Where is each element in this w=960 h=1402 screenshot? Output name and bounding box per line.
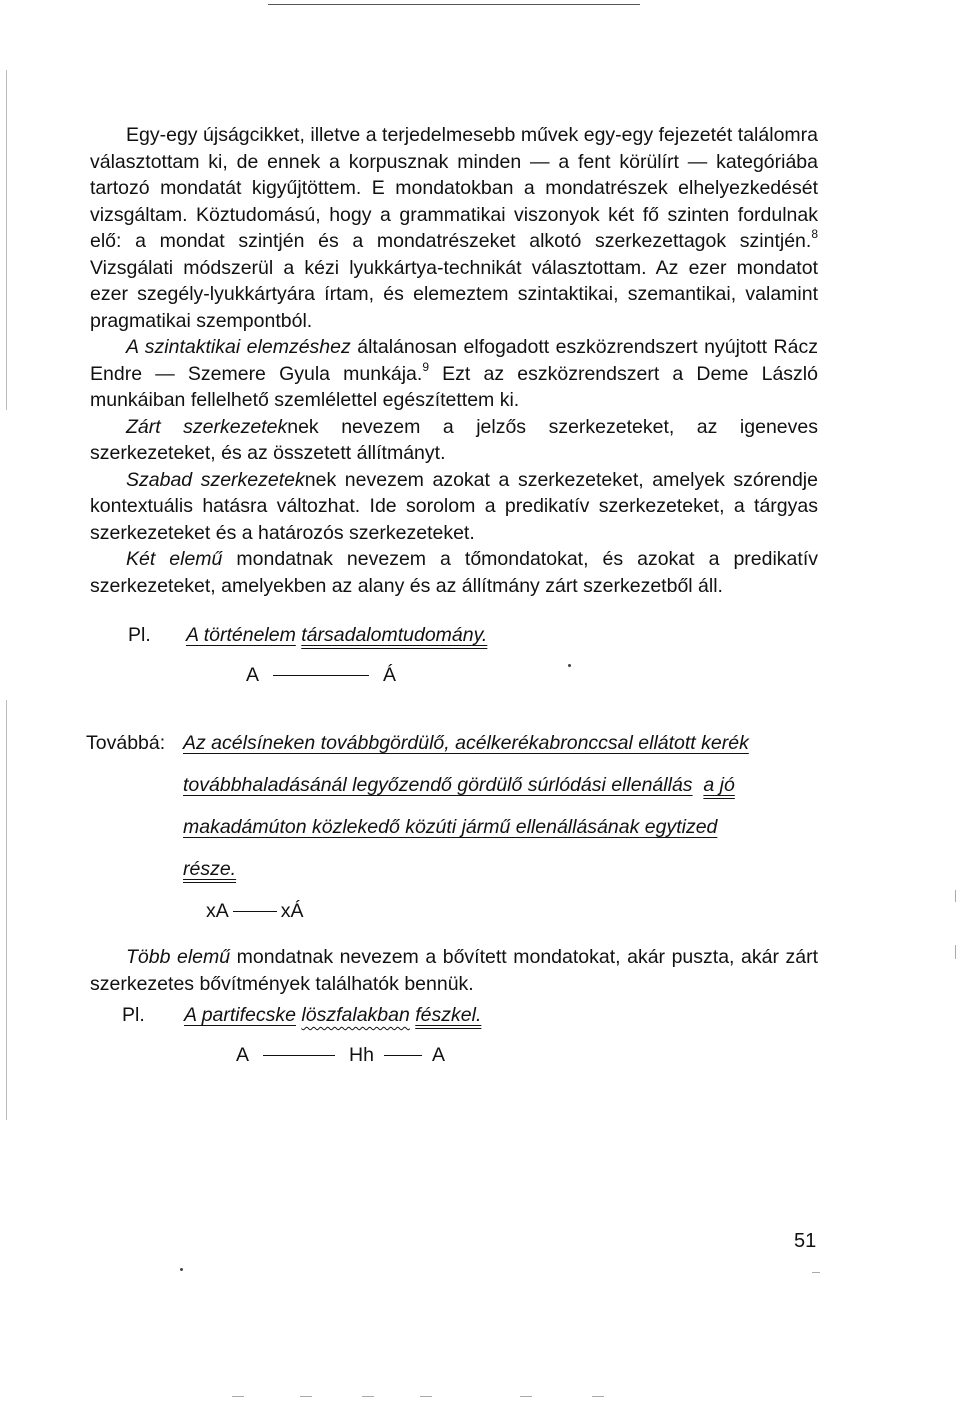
paragraph-2-text: általánosan elfogadott eszközrendszert nyújtott Rácz Endre — Szemere Gyula munkája.: [90, 336, 818, 385]
example-2-line-4: [183, 856, 236, 882]
paragraph-5: [90, 546, 818, 599]
paragraph-4-text: nek nevezem azokat a szerkezeteket, amelyek szórendje kontextuális hatásra változhat. Ide sorolom a predikatív szerkezeteket, a tárgyas szerkezeteket és a határozós szerkezeteket.: [90, 468, 818, 544]
paragraph-4: [90, 467, 818, 547]
example-3: [122, 1002, 481, 1028]
bottom-mark: [232, 1396, 244, 1397]
paragraph-6-emphasis: Több elemű: [126, 946, 231, 968]
example-2-line-3: [183, 814, 717, 840]
paragraph-2-emphasis: A szintaktikai elemzéshez: [126, 336, 351, 358]
example-1-label: Pl.: [128, 624, 151, 646]
paragraph-3-text: nek nevezem a jelzős szerkezeteket, az igeneves szerkezeteket, és az összetett állítmányt.: [90, 415, 818, 464]
example-1-predicate: társadalomtudomány.: [301, 624, 488, 646]
speck: [180, 1268, 183, 1271]
example-3-label: Pl.: [122, 1004, 145, 1026]
example-2-text-4: része.: [183, 858, 237, 880]
paragraph-6-block: [90, 944, 818, 997]
paragraph-2-text-b: Ezt az eszközrendszert a Deme László munkáiban fellelhető szemlélettel egészítettem ki.: [90, 362, 818, 411]
paragraph-1: [90, 122, 818, 334]
paragraph-3: [90, 414, 818, 467]
example-2-schema-left: xA: [206, 900, 229, 922]
schema-line: [263, 1055, 335, 1056]
example-2-schema: [206, 898, 304, 924]
speck: [568, 664, 571, 667]
bottom-mark: [520, 1396, 532, 1397]
paragraph-6: [90, 944, 818, 997]
example-3-schema-middle: Hh: [349, 1044, 374, 1066]
paragraph-4-emphasis: Szabad szerkezetek: [126, 468, 305, 491]
paragraph-2: [90, 334, 818, 414]
page-number: 51: [794, 1230, 817, 1252]
example-2-text-2: továbbhaladásánál legyőzendő gördülő súrlódási ellenállás: [183, 774, 693, 796]
example-1-subject: A történelem: [186, 624, 296, 646]
margin-mark: [955, 890, 956, 902]
bottom-mark: [420, 1396, 432, 1397]
example-2-text-1: Az acélsíneken továbbgördülő, acélkerékabronccsal ellátott kerék: [183, 732, 749, 754]
example-2-line-2: [183, 772, 735, 798]
example-2-text-2b: a jó: [703, 774, 735, 796]
paragraph-1-text-b: Vizsgálati módszerül a kézi lyukkártya-technikát választottam. Az ezer mondatot ezer szegély-lyukkártyára írtam, és elemeztem szintaktikai, szemantikai, valamint pragmatikai szempontból.: [90, 256, 818, 332]
paragraph-1-text: Egy-egy újságcikket, illetve a terjedelmesebb művek egy-egy fejezetét találomra választottam ki, de ennek a korpusznak minden — a fent körülírt — kategóriába tartozó mondatát kigyűjtöttem. E mondatokban a mondatrészek elhelyezkedését vizsgáltam. Köztudomású, hogy a grammatikai viszonyok két fő szinten fordulnak elő: a mondat szintjén és a mondatrészeket alkotó szerkezettagok szintjén.: [90, 124, 818, 252]
example-1-schema-left: A: [246, 664, 260, 686]
bottom-mark: [362, 1396, 374, 1397]
left-margin-line: [6, 70, 7, 410]
example-3-schema: [236, 1042, 445, 1068]
schema-line: [273, 675, 369, 676]
example-2-schema-right: xÁ: [280, 900, 304, 922]
schema-line: [384, 1055, 422, 1056]
bottom-mark: [300, 1396, 312, 1397]
paragraph-5-emphasis: Két elemű: [126, 548, 223, 570]
example-3-schema-right: A: [431, 1044, 445, 1066]
speck-line: [812, 1272, 820, 1273]
example-2-label: Továbbá:: [86, 732, 166, 754]
example-2-text-3: makadámúton közlekedő közúti jármű ellenállásának egytized: [183, 816, 718, 838]
example-3-schema-left: A: [236, 1044, 250, 1066]
margin-mark: [955, 945, 956, 959]
example-1-schema-right: Á: [383, 664, 397, 686]
bottom-mark: [592, 1396, 604, 1397]
example-1: [128, 622, 487, 648]
example-3-subject: A partifecske: [184, 1004, 296, 1026]
schema-line: [233, 911, 277, 912]
footnote-ref-9: 9: [422, 359, 429, 374]
example-2-line-1: [86, 730, 749, 756]
example-3-adverbial: löszfalakban: [301, 1004, 410, 1026]
example-1-schema: [246, 662, 396, 688]
left-margin-line-lower: [6, 700, 7, 1120]
paragraph-5-text: mondatnak nevezem a tőmondatokat, és azokat a predikatív szerkezeteket, amelyekben az alany és az állítmány zárt szerkezetből áll.: [90, 548, 818, 597]
footnote-ref-8: 8: [811, 227, 818, 241]
paragraph-6-text: mondatnak nevezem a bővített mondatokat, akár puszta, akár zárt szerkezetes bővítmények találhatók bennük.: [90, 946, 818, 995]
example-3-predicate: fészkel.: [415, 1004, 482, 1026]
paragraph-3-emphasis: Zárt szerkezetek: [126, 415, 288, 438]
main-text: [90, 122, 818, 599]
top-rule: [268, 4, 640, 5]
